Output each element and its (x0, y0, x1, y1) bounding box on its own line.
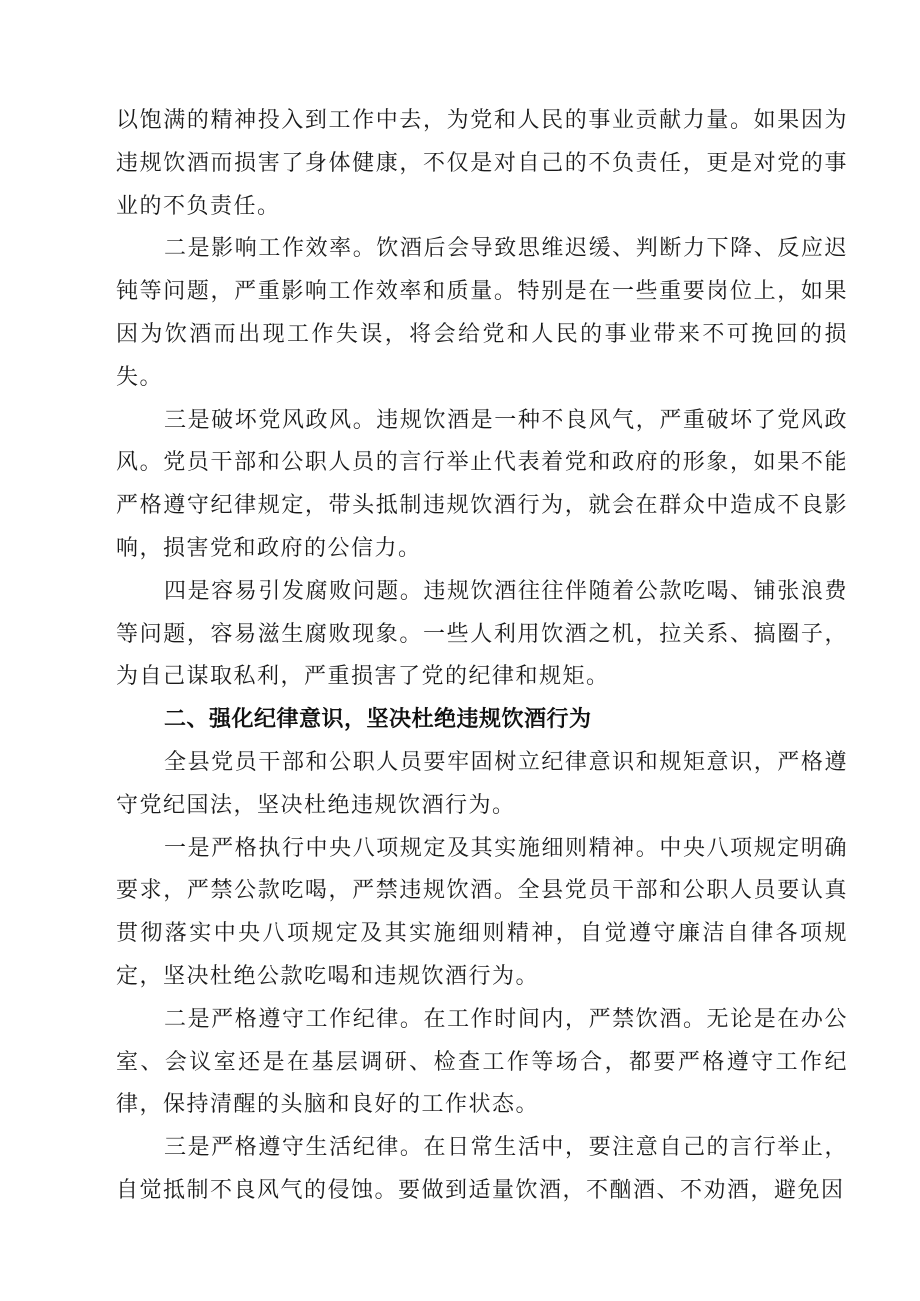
paragraph-life-discipline: 三是严格遵守生活纪律。在日常生活中，要注意自己的言行举止，自觉抵制不良风气的侵蚀。要做到适量饮酒，不酗酒、不劝酒，避免因 (116, 1135, 848, 1203)
document-body (116, 100, 848, 1213)
paragraph-work-discipline: 二是严格遵守工作纪律。在工作时间内，严禁饮酒。无论是在办公室、会议室还是在基层调研、检查工作等场合，都要严格遵守工作纪律，保持清醒的头脑和良好的工作状态。 (116, 1006, 848, 1118)
paragraph-corruption: 四是容易引发腐败问题。违规饮酒往往伴随着公款吃喝、铺张浪费等问题，容易滋生腐败现象。一些人利用饮酒之机，拉关系、搞圈子，为自己谋取私利，严重损害了党的纪律和规矩。 (116, 578, 848, 690)
paragraph-section-intro: 全县党员干部和公职人员要牢固树立纪律意识和规矩意识，严格遵守党纪国法，坚决杜绝违规饮酒行为。 (116, 749, 848, 818)
section-heading-2: 二、强化纪律意识，坚决杜绝违规饮酒行为 (164, 707, 592, 733)
paragraph-health-continued: 以饱满的精神投入到工作中去，为党和人民的事业贡献力量。如果因为违规饮酒而损害了身体健康，不仅是对自己的不负责任，更是对党的事业的不负责任。 (116, 108, 848, 219)
paragraph-party-style: 三是破坏党风政风。违规饮酒是一种不良风气，严重破坏了党风政风。党员干部和公职人员的言行举止代表着党和政府的形象，如果不能严格遵守纪律规定，带头抵制违规饮酒行为，就会在群众中造成不良影响，损害党和政府的公信力。 (116, 407, 848, 561)
paragraph-work-efficiency: 二是影响工作效率。饮酒后会导致思维迟缓、判断力下降、反应迟钝等问题，严重影响工作效率和质量。特别是在一些重要岗位上，如果因为饮酒而出现工作失误，将会给党和人民的事业带来不可挽回的损失。 (116, 236, 848, 390)
paragraph-eight-rules: 一是严格执行中央八项规定及其实施细则精神。中央八项规定明确要求，严禁公款吃喝，严禁违规饮酒。全县党员干部和公职人员要认真贯彻落实中央八项规定及其实施细则精神，自觉遵守廉洁自律各项规定，坚决杜绝公款吃喝和违规饮酒行为。 (116, 835, 848, 989)
